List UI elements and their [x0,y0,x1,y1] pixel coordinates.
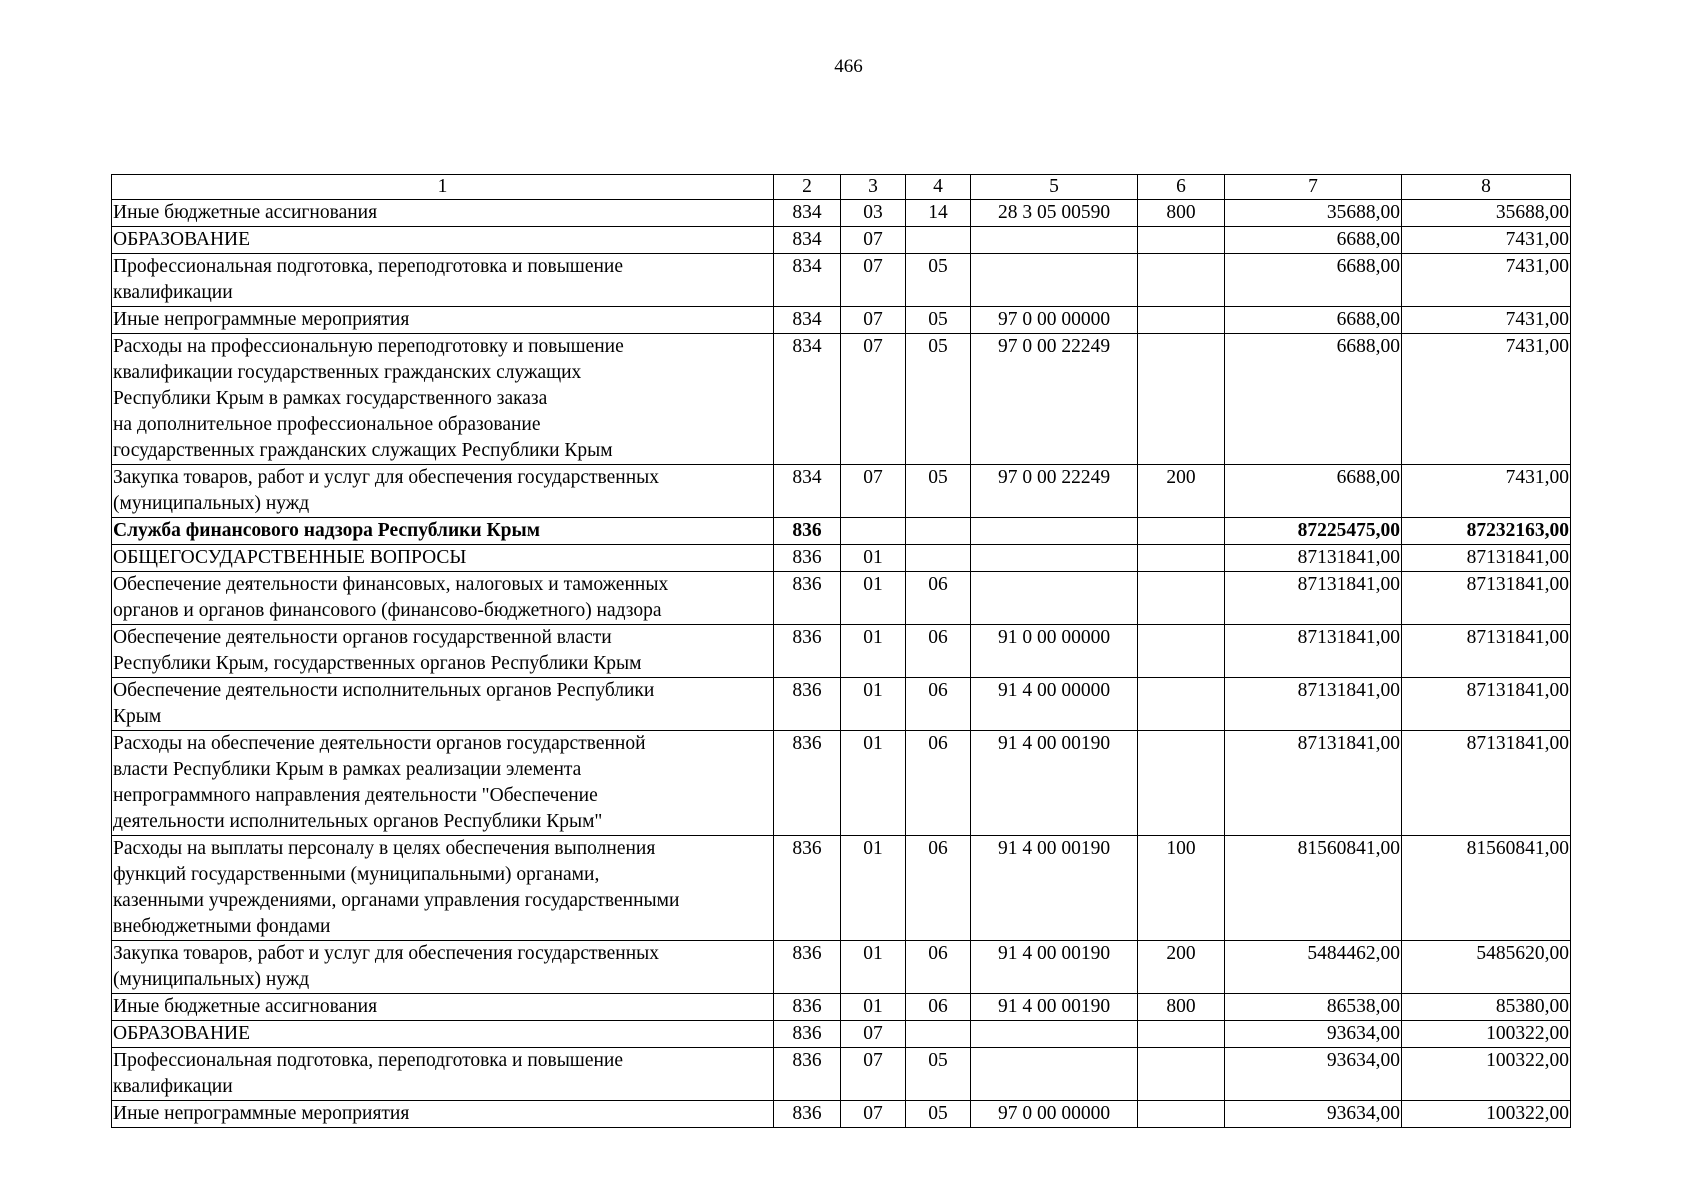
expense-type-cell [1138,545,1225,572]
amount-cell-col8: 35688,00 [1402,200,1571,227]
amount-cell-col7: 35688,00 [1225,200,1402,227]
amount-cell-col7: 6688,00 [1225,465,1402,518]
amount-cell-col7: 6688,00 [1225,227,1402,254]
ministry-code-cell: 834 [774,200,841,227]
target-article-cell: 97 0 00 00000 [971,307,1138,334]
ministry-code-cell: 834 [774,334,841,465]
section-code-cell: 07 [841,307,906,334]
amount-cell-col8: 87131841,00 [1402,625,1571,678]
section-code-cell: 03 [841,200,906,227]
subsection-code-cell: 05 [906,307,971,334]
expense-type-cell [1138,254,1225,307]
ministry-code-cell: 836 [774,836,841,941]
ministry-code-cell: 834 [774,227,841,254]
target-article-cell: 97 0 00 00000 [971,1101,1138,1128]
header-cell: 2 [774,175,841,200]
expense-type-cell [1138,1101,1225,1128]
amount-cell-col7: 6688,00 [1225,254,1402,307]
target-article-cell [971,254,1138,307]
expense-type-cell [1138,625,1225,678]
amount-cell-col8: 81560841,00 [1402,836,1571,941]
target-article-cell: 91 4 00 00190 [971,836,1138,941]
amount-cell-col8: 7431,00 [1402,227,1571,254]
section-code-cell: 01 [841,678,906,731]
section-code-cell: 07 [841,334,906,465]
amount-cell-col8: 87131841,00 [1402,545,1571,572]
target-article-cell [971,518,1138,545]
table-row [112,731,1571,836]
subsection-code-cell: 05 [906,1048,971,1101]
subsection-code-cell: 05 [906,1101,971,1128]
amount-cell-col7: 93634,00 [1225,1048,1402,1101]
ministry-code-cell: 836 [774,572,841,625]
table-row [112,1021,1571,1048]
target-article-cell [971,1021,1138,1048]
subsection-code-cell: 06 [906,941,971,994]
expense-type-cell [1138,307,1225,334]
section-code-cell: 01 [841,572,906,625]
expense-name-cell: Закупка товаров, работ и услуг для обеспечения государственных (муниципальных) нужд [112,941,774,994]
header-cell: 6 [1138,175,1225,200]
expense-name-cell: Профессиональная подготовка, переподготовка и повышение квалификации [112,1048,774,1101]
expense-type-cell: 800 [1138,994,1225,1021]
section-code-cell: 01 [841,941,906,994]
amount-cell-col8: 85380,00 [1402,994,1571,1021]
ministry-code-cell: 836 [774,678,841,731]
amount-cell-col8: 87131841,00 [1402,572,1571,625]
section-code-cell: 01 [841,836,906,941]
expense-name-cell: Расходы на выплаты персоналу в целях обеспечения выполнения функций государственными (муниципальными) органами, казенными учреждениями, органами управления государственными внебюджетными фондами [112,836,774,941]
header-cell: 4 [906,175,971,200]
table-row [112,1048,1571,1101]
ministry-code-cell: 836 [774,731,841,836]
target-article-cell [971,1048,1138,1101]
header-row [112,175,1571,200]
header-cell: 8 [1402,175,1571,200]
subsection-code-cell: 06 [906,731,971,836]
target-article-cell: 28 3 05 00590 [971,200,1138,227]
budget-table [111,174,1571,1128]
section-code-cell: 07 [841,1048,906,1101]
amount-cell-col7: 87131841,00 [1225,625,1402,678]
expense-type-cell [1138,227,1225,254]
expense-type-cell: 200 [1138,941,1225,994]
amount-cell-col7: 93634,00 [1225,1101,1402,1128]
expense-type-cell [1138,731,1225,836]
section-code-cell: 01 [841,994,906,1021]
header-cell: 5 [971,175,1138,200]
target-article-cell: 91 4 00 00190 [971,941,1138,994]
expense-name-cell: Обеспечение деятельности органов государственной власти Республики Крым, государственных органов Республики Крым [112,625,774,678]
expense-type-cell [1138,518,1225,545]
section-code-cell: 07 [841,465,906,518]
table-row [112,994,1571,1021]
ministry-code-cell: 836 [774,518,841,545]
expense-name-cell: ОБРАЗОВАНИЕ [112,227,774,254]
amount-cell-col8: 87232163,00 [1402,518,1571,545]
subsection-code-cell [906,1021,971,1048]
subsection-code-cell: 06 [906,836,971,941]
target-article-cell: 91 4 00 00000 [971,678,1138,731]
target-article-cell: 91 0 00 00000 [971,625,1138,678]
table-row [112,1101,1571,1128]
target-article-cell [971,545,1138,572]
amount-cell-col7: 6688,00 [1225,334,1402,465]
ministry-code-cell: 836 [774,994,841,1021]
expense-name-cell: Расходы на обеспечение деятельности органов государственной власти Республики Крым в рамках реализации элемента непрограммного направления деятельности "Обеспечение деятельности исполнительных органов Республики Крым" [112,731,774,836]
table-row [112,307,1571,334]
subsection-code-cell: 05 [906,334,971,465]
subsection-code-cell: 05 [906,254,971,307]
section-code-cell: 01 [841,625,906,678]
table-row [112,465,1571,518]
subsection-code-cell: 06 [906,994,971,1021]
expense-type-cell [1138,678,1225,731]
subsection-code-cell [906,545,971,572]
section-code-cell: 01 [841,545,906,572]
subsection-code-cell: 05 [906,465,971,518]
table-row [112,254,1571,307]
amount-cell-col7: 5484462,00 [1225,941,1402,994]
table-row [112,836,1571,941]
target-article-cell: 97 0 00 22249 [971,334,1138,465]
ministry-code-cell: 836 [774,1021,841,1048]
expense-name-cell: Иные непрограммные мероприятия [112,1101,774,1128]
expense-type-cell: 200 [1138,465,1225,518]
ministry-code-cell: 836 [774,1048,841,1101]
header-cell: 7 [1225,175,1402,200]
amount-cell-col7: 87225475,00 [1225,518,1402,545]
table-row [112,572,1571,625]
table-row [112,518,1571,545]
section-code-cell: 01 [841,731,906,836]
table-row [112,334,1571,465]
amount-cell-col7: 87131841,00 [1225,572,1402,625]
subsection-code-cell [906,227,971,254]
expense-name-cell: ОБЩЕГОСУДАРСТВЕННЫЕ ВОПРОСЫ [112,545,774,572]
ministry-code-cell: 834 [774,465,841,518]
section-code-cell [841,518,906,545]
expense-type-cell [1138,334,1225,465]
table-row [112,200,1571,227]
expense-name-cell: Иные бюджетные ассигнования [112,200,774,227]
section-code-cell: 07 [841,1101,906,1128]
section-code-cell: 07 [841,227,906,254]
page-number: 466 [834,56,863,77]
amount-cell-col7: 6688,00 [1225,307,1402,334]
header-cell: 1 [112,175,774,200]
ministry-code-cell: 836 [774,625,841,678]
ministry-code-cell: 836 [774,545,841,572]
subsection-code-cell: 06 [906,625,971,678]
expense-name-cell: Закупка товаров, работ и услуг для обеспечения государственных (муниципальных) нужд [112,465,774,518]
table-row [112,227,1571,254]
target-article-cell: 91 4 00 00190 [971,731,1138,836]
table-row [112,941,1571,994]
ministry-code-cell: 836 [774,1101,841,1128]
target-article-cell: 97 0 00 22249 [971,465,1138,518]
ministry-code-cell: 834 [774,307,841,334]
expense-type-cell: 800 [1138,200,1225,227]
subsection-code-cell [906,518,971,545]
table-row [112,625,1571,678]
amount-cell-col7: 87131841,00 [1225,545,1402,572]
amount-cell-col7: 81560841,00 [1225,836,1402,941]
amount-cell-col7: 87131841,00 [1225,731,1402,836]
expense-type-cell: 100 [1138,836,1225,941]
table-body [112,200,1571,1128]
expense-name-cell: Обеспечение деятельности исполнительных органов Республики Крым [112,678,774,731]
expense-type-cell [1138,1048,1225,1101]
ministry-code-cell: 836 [774,941,841,994]
amount-cell-col7: 86538,00 [1225,994,1402,1021]
subsection-code-cell: 06 [906,572,971,625]
expense-name-cell: ОБРАЗОВАНИЕ [112,1021,774,1048]
header-cell: 3 [841,175,906,200]
amount-cell-col8: 7431,00 [1402,307,1571,334]
target-article-cell [971,227,1138,254]
expense-name-cell: Обеспечение деятельности финансовых, налоговых и таможенных органов и органов финансового (финансово-бюджетного) надзора [112,572,774,625]
target-article-cell: 91 4 00 00190 [971,994,1138,1021]
target-article-cell [971,572,1138,625]
amount-cell-col8: 100322,00 [1402,1048,1571,1101]
amount-cell-col8: 7431,00 [1402,465,1571,518]
section-code-cell: 07 [841,254,906,307]
amount-cell-col8: 5485620,00 [1402,941,1571,994]
amount-cell-col7: 93634,00 [1225,1021,1402,1048]
amount-cell-col8: 7431,00 [1402,254,1571,307]
amount-cell-col8: 87131841,00 [1402,678,1571,731]
section-code-cell: 07 [841,1021,906,1048]
amount-cell-col7: 87131841,00 [1225,678,1402,731]
amount-cell-col8: 87131841,00 [1402,731,1571,836]
subsection-code-cell: 14 [906,200,971,227]
subsection-code-cell: 06 [906,678,971,731]
amount-cell-col8: 100322,00 [1402,1101,1571,1128]
table-row [112,678,1571,731]
amount-cell-col8: 100322,00 [1402,1021,1571,1048]
expense-name-cell: Иные бюджетные ассигнования [112,994,774,1021]
expense-name-cell: Иные непрограммные мероприятия [112,307,774,334]
amount-cell-col8: 7431,00 [1402,334,1571,465]
table-row [112,545,1571,572]
expense-type-cell [1138,1021,1225,1048]
expense-name-cell: Профессиональная подготовка, переподготовка и повышение квалификации [112,254,774,307]
ministry-code-cell: 834 [774,254,841,307]
expense-type-cell [1138,572,1225,625]
expense-name-cell: Расходы на профессиональную переподготовку и повышение квалификации государственных гражданских служащих Республики Крым в рамках государственного заказа на дополнительное профессиональное образование государственных гражданских служащих Республики Крым [112,334,774,465]
expense-name-cell: Служба финансового надзора Республики Крым [112,518,774,545]
